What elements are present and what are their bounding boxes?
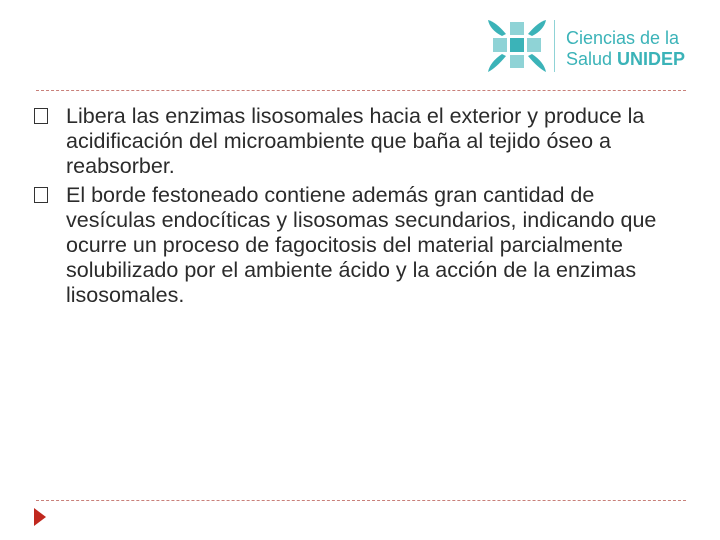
bullet-item: [32, 183, 682, 308]
empty-square-bullet-icon: [34, 187, 48, 203]
bottom-divider: [36, 500, 686, 501]
unidep-logo: [480, 14, 710, 78]
triangle-right-nav-icon[interactable]: [34, 508, 46, 526]
logo-line-2-prefix: Salud: [566, 49, 618, 69]
empty-square-bullet-icon: [34, 108, 48, 124]
bullet-text: El borde festoneado contiene además gran cantidad de vesículas endocíticas y lisosomas secundarios, indicando que ocurre un proceso de fagocitosis del material parcialmente solubilizado por el ambiente ácido y la acción de la enzimas lisosomales.: [66, 183, 657, 307]
logo-divider: [554, 20, 555, 72]
logo-text: [566, 28, 685, 70]
cross-flower-logo-icon: [480, 14, 556, 78]
bullet-text: Libera las enzimas lisosomales hacia el exterior y produce la acidificación del microambiente que baña al tejido óseo a reabsorber.: [66, 104, 645, 178]
bullet-list: [32, 104, 682, 312]
logo-line-1: Ciencias de la: [566, 28, 680, 48]
logo-line-2: [566, 49, 685, 70]
top-divider: [36, 90, 686, 91]
logo-line-2-bold: UNIDEP: [617, 49, 686, 69]
bullet-item: [32, 104, 682, 179]
